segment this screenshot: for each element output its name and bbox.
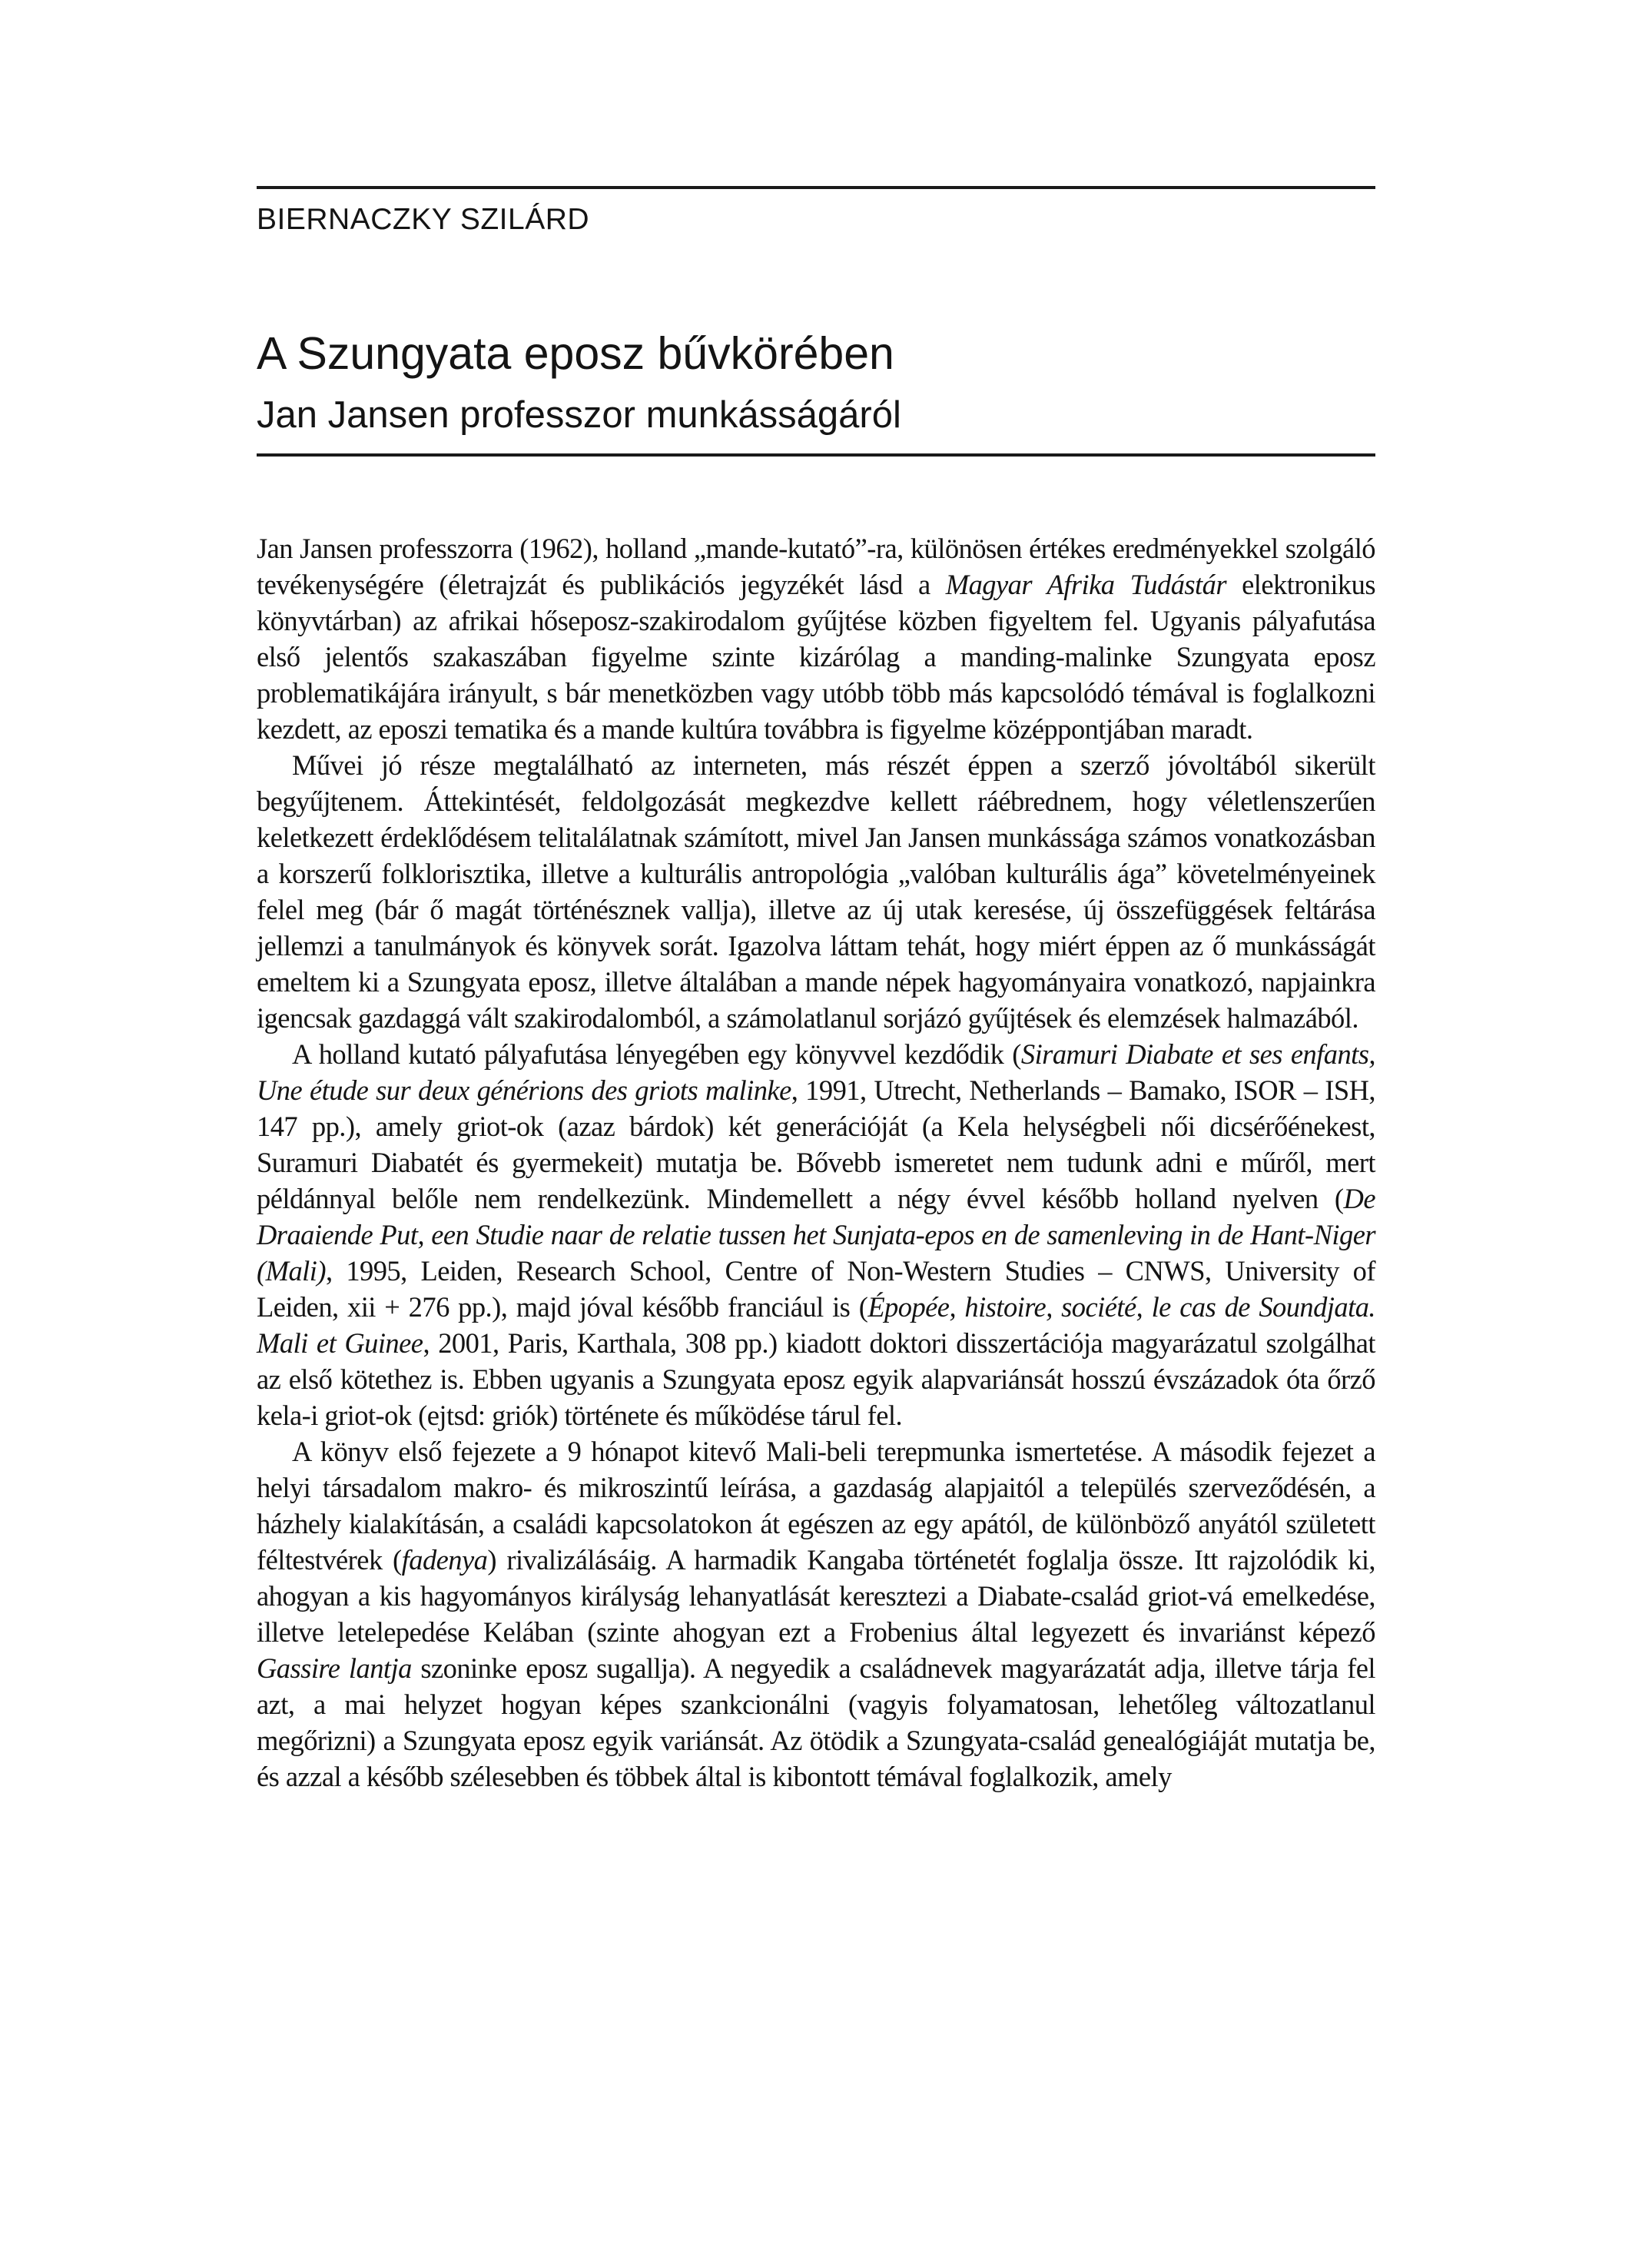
article-title: A Szungyata eposz bűvkörében: [257, 328, 894, 379]
italic-text: De Draaiende Put, een Studie naar de relatie tussen het Sunjata-epos en de samenleving in de Hant-Niger (Mali): [257, 1183, 1375, 1287]
author-name: BIERNACZKY SZILÁRD: [257, 203, 590, 236]
italic-text: Épopée, histoire, société, le cas de Soundjata. Mali et Guinee: [257, 1291, 1375, 1359]
paragraph: [257, 747, 1375, 1036]
italic-text: Gassire lantja: [257, 1652, 412, 1684]
paragraph-text: , 2001, Paris, Karthala, 308 pp.) kiadott doktori disszertációja magyarázatul szolgálhat az első kötethez is. Ebben ugyanis a Szungyata eposz egyik alapvariánsát hosszú évszázadok óta őrző kela-i griot-ok (ejtsd: griók) története és működése tárul fel.: [257, 1327, 1375, 1431]
italic-text: Siramuri Diabate et ses enfants, Une étude sur deux générions des griots malinke: [257, 1038, 1375, 1106]
paragraph-text: , 1995, Leiden, Research School, Centre of Non-Western Studies – CNWS, University of Leiden, xii + 276 pp.), majd jóval később franciául is (: [257, 1255, 1375, 1323]
article-body: [257, 530, 1375, 1795]
paragraph-text: A holland kutató pályafutása lényegében egy könyvvel kezdődik (: [292, 1038, 1021, 1070]
paragraph: [257, 530, 1375, 747]
paragraph-text: , 1991, Utrecht, Netherlands – Bamako, ISOR – ISH, 147 pp.), amely griot-ok (azaz bárdok) két generációját (a Kela helységbeli női dicsérőénekest, Suramuri Diabatét és gyermekeit) mutatja be. Bővebb ismeretet nem tudunk adni e műről, mert példánnyal belőle nem rendelkezünk. Mindemellett a négy évvel később holland nyelven (: [257, 1074, 1375, 1214]
title-rule: [257, 453, 1375, 457]
italic-text: fadenya: [401, 1544, 488, 1576]
paragraph: [257, 1036, 1375, 1433]
paragraph-text: szoninke eposz sugallja). A negyedik a családnevek magyarázatát adja, illetve tárja fel azt, a mai helyzet hogyan képes szankcionálni (vagyis folyamatosan, lehetőleg változatlanul megőrizni) a Szungyata eposz egyik variánsát. Az ötödik a Szungyata-család genealógiáját mutatja be, és azzal a később szélesebben és többek által is kibontott témával foglalkozik, amely: [257, 1652, 1375, 1792]
paragraph-text: elektronikus könyvtárban) az afrikai hőseposz-szakirodalom gyűjtése közben figyeltem fel. Ugyanis pályafutása első jelentős szakaszában figyelme szinte kizárólag a manding-malinke Szungyata eposz problematikájára irányult, s bár menetközben vagy utóbb több más kapcsolódó témával is foglalkozni kezdett, az eposzi tematika és a mande kultúra továbbra is figyelme középpontjában maradt.: [257, 569, 1375, 745]
header-rule: [257, 186, 1375, 189]
paragraph-text: ) rivalizálásáig. A harmadik Kangaba történetét foglalja össze. Itt rajzolódik ki, ahogyan a kis hagyományos királyság lehanyatlását keresztezi a Diabate-család griot-vá emelkedése, illetve letelepedése Kelában (szinte ahogyan ezt a Frobenius által legyezett és invariánst képező: [257, 1544, 1375, 1648]
paragraph-text: Jan Jansen professzorra (1962), holland „mande-kutató”-ra, különösen értékes eredményekkel szolgáló tevékenységére (életrajzát és publikációs jegyzékét lásd a: [257, 533, 1375, 600]
paragraph-text: A könyv első fejezete a 9 hónapot kitevő Mali-beli terepmunka ismertetése. A második fejezet a helyi társadalom makro- és mikroszintű leírása, a gazdaság alapjaitól a település szerveződésén, a házhely kialakításán, a családi kapcsolatokon át egészen az egy apától, de különböző anyától született féltestvérek (: [257, 1436, 1375, 1576]
paragraph-text: Művei jó része megtalálható az interneten, más részét éppen a szerző jóvoltából sikerült begyűjtenem. Áttekintését, feldolgozását megkezdve kellett ráébrednem, hogy véletlenszerűen keletkezett érdeklődésem telitalálatnak számított, mivel Jan Jansen munkássága számos vonatkozásban a korszerű folklorisztika, illetve a kulturális antropológia „valóban kulturális ága” követelményeinek felel meg (bár ő magát történésznek vallja), illetve az új utak keresése, új összefüggések feltárása jellemzi a tanulmányok és könyvek sorát. Igazolva láttam tehát, hogy miért éppen az ő munkásságát emeltem ki a Szungyata eposz, illetve általában a mande népek hagyományaira vonatkozó, napjainkra igencsak gazdaggá vált szakirodalomból, a számolatlanul sorjázó gyűjtések és elemzések halmazából.: [257, 749, 1375, 1034]
article-subtitle: Jan Jansen professzor munkásságáról: [257, 394, 901, 436]
italic-text: Magyar Afrika Tudástár: [945, 569, 1227, 600]
paragraph: [257, 1433, 1375, 1795]
